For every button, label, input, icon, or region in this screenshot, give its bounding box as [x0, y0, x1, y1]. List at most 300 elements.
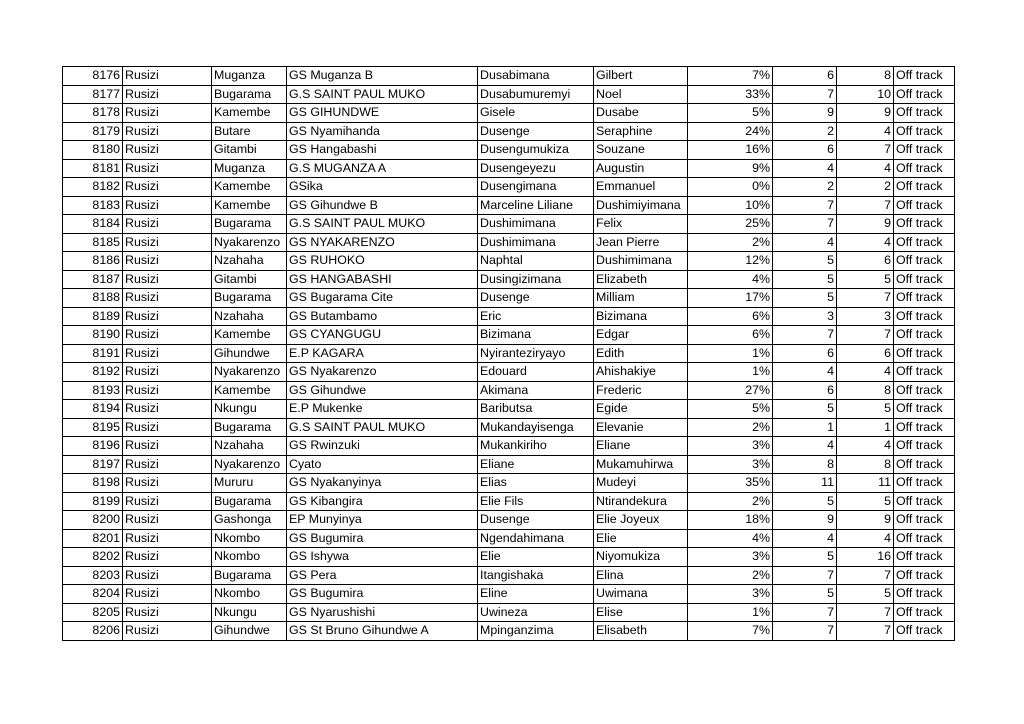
cell-row-number: 8189 — [63, 307, 123, 326]
cell-sector: Nzahaha — [212, 252, 287, 271]
cell-first-name: Egide — [594, 400, 688, 419]
cell-first-name: Edgar — [594, 326, 688, 345]
cell-district: Rusizi — [123, 270, 212, 289]
cell-percentage: 7% — [688, 622, 773, 641]
cell-percentage: 24% — [688, 122, 773, 141]
cell-sector: Bugarama — [212, 215, 287, 234]
cell-last-name: Baributsa — [478, 400, 594, 419]
table-row — [63, 622, 955, 641]
cell-last-name: Mukandayisenga — [478, 418, 594, 437]
cell-school: GSika — [287, 178, 478, 197]
table-row — [63, 381, 955, 400]
cell-row-number: 8177 — [63, 85, 123, 104]
cell-last-name: Naphtal — [478, 252, 594, 271]
cell-count-a: 7 — [773, 215, 837, 234]
cell-count-a: 7 — [773, 196, 837, 215]
cell-status: Off track — [894, 344, 955, 363]
cell-district: Rusizi — [123, 215, 212, 234]
cell-last-name: Akimana — [478, 381, 594, 400]
table-row — [63, 196, 955, 215]
cell-count-a: 2 — [773, 178, 837, 197]
cell-sector: Gashonga — [212, 511, 287, 530]
cell-sector: Nzahaha — [212, 307, 287, 326]
cell-percentage: 5% — [688, 104, 773, 123]
cell-school: G.S MUGANZA A — [287, 159, 478, 178]
cell-percentage: 1% — [688, 344, 773, 363]
cell-count-a: 6 — [773, 67, 837, 86]
cell-first-name: Felix — [594, 215, 688, 234]
table-row — [63, 122, 955, 141]
cell-school: GS CYANGUGU — [287, 326, 478, 345]
cell-first-name: Bizimana — [594, 307, 688, 326]
table-row — [63, 141, 955, 160]
cell-status: Off track — [894, 474, 955, 493]
cell-row-number: 8194 — [63, 400, 123, 419]
cell-district: Rusizi — [123, 307, 212, 326]
cell-district: Rusizi — [123, 67, 212, 86]
cell-district: Rusizi — [123, 455, 212, 474]
cell-first-name: Jean Pierre — [594, 233, 688, 252]
cell-first-name: Edith — [594, 344, 688, 363]
cell-status: Off track — [894, 159, 955, 178]
cell-last-name: Eric — [478, 307, 594, 326]
cell-count-b: 4 — [837, 122, 894, 141]
table-row — [63, 492, 955, 511]
cell-row-number: 8191 — [63, 344, 123, 363]
cell-school: GS Pera — [287, 566, 478, 585]
cell-row-number: 8201 — [63, 529, 123, 548]
cell-school: G.S SAINT PAUL MUKO — [287, 85, 478, 104]
cell-status: Off track — [894, 215, 955, 234]
cell-sector: Nkungu — [212, 400, 287, 419]
cell-row-number: 8203 — [63, 566, 123, 585]
cell-count-b: 2 — [837, 178, 894, 197]
cell-sector: Kamembe — [212, 326, 287, 345]
cell-row-number: 8199 — [63, 492, 123, 511]
cell-district: Rusizi — [123, 492, 212, 511]
cell-district: Rusizi — [123, 178, 212, 197]
cell-count-b: 7 — [837, 196, 894, 215]
cell-percentage: 1% — [688, 603, 773, 622]
cell-school: E.P KAGARA — [287, 344, 478, 363]
cell-count-a: 6 — [773, 381, 837, 400]
cell-district: Rusizi — [123, 326, 212, 345]
cell-percentage: 27% — [688, 381, 773, 400]
cell-school: GS Nyamihanda — [287, 122, 478, 141]
cell-count-b: 4 — [837, 159, 894, 178]
cell-count-a: 6 — [773, 344, 837, 363]
cell-status: Off track — [894, 529, 955, 548]
cell-district: Rusizi — [123, 622, 212, 641]
cell-last-name: Nyiranteziryayo — [478, 344, 594, 363]
cell-first-name: Augustin — [594, 159, 688, 178]
cell-sector: Nkombo — [212, 585, 287, 604]
cell-count-b: 7 — [837, 622, 894, 641]
cell-district: Rusizi — [123, 289, 212, 308]
cell-school: GS Bugarama Cite — [287, 289, 478, 308]
cell-count-a: 6 — [773, 141, 837, 160]
cell-status: Off track — [894, 85, 955, 104]
cell-district: Rusizi — [123, 585, 212, 604]
cell-first-name: Eliane — [594, 437, 688, 456]
cell-first-name: Emmanuel — [594, 178, 688, 197]
cell-school: GS Ishywa — [287, 548, 478, 567]
cell-count-a: 8 — [773, 455, 837, 474]
cell-count-b: 8 — [837, 67, 894, 86]
cell-status: Off track — [894, 400, 955, 419]
cell-last-name: Dusengimana — [478, 178, 594, 197]
cell-last-name: Dusengumukiza — [478, 141, 594, 160]
cell-sector: Mururu — [212, 474, 287, 493]
cell-sector: Nyakarenzo — [212, 455, 287, 474]
cell-first-name: Gilbert — [594, 67, 688, 86]
cell-percentage: 18% — [688, 511, 773, 530]
table-row — [63, 437, 955, 456]
cell-count-a: 5 — [773, 585, 837, 604]
cell-first-name: Ntirandekura — [594, 492, 688, 511]
cell-row-number: 8186 — [63, 252, 123, 271]
cell-first-name: Dushimiyimana — [594, 196, 688, 215]
cell-count-b: 9 — [837, 104, 894, 123]
cell-percentage: 0% — [688, 178, 773, 197]
cell-row-number: 8183 — [63, 196, 123, 215]
cell-district: Rusizi — [123, 566, 212, 585]
cell-sector: Bugarama — [212, 566, 287, 585]
table-row — [63, 252, 955, 271]
cell-sector: Nkungu — [212, 603, 287, 622]
table-row — [63, 566, 955, 585]
cell-count-a: 3 — [773, 307, 837, 326]
cell-school: GS Bugumira — [287, 529, 478, 548]
cell-school: G.S SAINT PAUL MUKO — [287, 215, 478, 234]
table-row — [63, 67, 955, 86]
table-row — [63, 233, 955, 252]
cell-row-number: 8179 — [63, 122, 123, 141]
cell-school: GS RUHOKO — [287, 252, 478, 271]
cell-first-name: Mudeyi — [594, 474, 688, 493]
cell-count-a: 7 — [773, 622, 837, 641]
cell-status: Off track — [894, 511, 955, 530]
cell-status: Off track — [894, 622, 955, 641]
cell-district: Rusizi — [123, 159, 212, 178]
cell-row-number: 8185 — [63, 233, 123, 252]
cell-row-number: 8184 — [63, 215, 123, 234]
cell-last-name: Marceline Liliane — [478, 196, 594, 215]
cell-status: Off track — [894, 492, 955, 511]
cell-first-name: Niyomukiza — [594, 548, 688, 567]
table-row — [63, 603, 955, 622]
table-row — [63, 400, 955, 419]
cell-first-name: Elina — [594, 566, 688, 585]
cell-percentage: 2% — [688, 418, 773, 437]
cell-count-b: 6 — [837, 344, 894, 363]
table-row — [63, 418, 955, 437]
cell-district: Rusizi — [123, 252, 212, 271]
cell-school: GS GIHUNDWE — [287, 104, 478, 123]
cell-count-b: 7 — [837, 289, 894, 308]
cell-percentage: 2% — [688, 566, 773, 585]
table-row — [63, 511, 955, 530]
cell-count-b: 1 — [837, 418, 894, 437]
cell-count-b: 7 — [837, 603, 894, 622]
cell-percentage: 10% — [688, 196, 773, 215]
table-row — [63, 326, 955, 345]
cell-sector: Kamembe — [212, 104, 287, 123]
cell-percentage: 2% — [688, 492, 773, 511]
cell-last-name: Dusabimana — [478, 67, 594, 86]
cell-status: Off track — [894, 326, 955, 345]
cell-sector: Kamembe — [212, 381, 287, 400]
cell-district: Rusizi — [123, 418, 212, 437]
cell-count-a: 7 — [773, 85, 837, 104]
cell-status: Off track — [894, 455, 955, 474]
cell-count-a: 9 — [773, 104, 837, 123]
cell-last-name: Mukankiriho — [478, 437, 594, 456]
cell-percentage: 3% — [688, 585, 773, 604]
cell-sector: Bugarama — [212, 289, 287, 308]
cell-sector: Nzahaha — [212, 437, 287, 456]
cell-count-a: 4 — [773, 363, 837, 382]
cell-count-a: 5 — [773, 400, 837, 419]
cell-status: Off track — [894, 437, 955, 456]
cell-last-name: Itangishaka — [478, 566, 594, 585]
cell-school: GS Nyakarenzo — [287, 363, 478, 382]
cell-status: Off track — [894, 566, 955, 585]
cell-percentage: 35% — [688, 474, 773, 493]
cell-percentage: 17% — [688, 289, 773, 308]
cell-sector: Muganza — [212, 159, 287, 178]
cell-first-name: Seraphine — [594, 122, 688, 141]
cell-status: Off track — [894, 307, 955, 326]
cell-sector: Kamembe — [212, 196, 287, 215]
cell-count-a: 5 — [773, 289, 837, 308]
cell-sector: Nyakarenzo — [212, 363, 287, 382]
cell-status: Off track — [894, 141, 955, 160]
cell-school: GS HANGABASHI — [287, 270, 478, 289]
cell-first-name: Milliam — [594, 289, 688, 308]
cell-status: Off track — [894, 67, 955, 86]
cell-district: Rusizi — [123, 122, 212, 141]
cell-row-number: 8180 — [63, 141, 123, 160]
cell-school: GS Nyakanyinya — [287, 474, 478, 493]
cell-row-number: 8190 — [63, 326, 123, 345]
cell-last-name: Bizimana — [478, 326, 594, 345]
cell-sector: Butare — [212, 122, 287, 141]
cell-school: GS St Bruno Gihundwe A — [287, 622, 478, 641]
cell-district: Rusizi — [123, 85, 212, 104]
table-row — [63, 215, 955, 234]
cell-last-name: Gisele — [478, 104, 594, 123]
cell-status: Off track — [894, 196, 955, 215]
cell-count-b: 4 — [837, 529, 894, 548]
cell-count-b: 7 — [837, 326, 894, 345]
cell-count-a: 7 — [773, 566, 837, 585]
cell-district: Rusizi — [123, 603, 212, 622]
cell-school: GS Bugumira — [287, 585, 478, 604]
cell-district: Rusizi — [123, 511, 212, 530]
cell-count-a: 4 — [773, 529, 837, 548]
cell-sector: Gihundwe — [212, 622, 287, 641]
table-row — [63, 344, 955, 363]
cell-school: E.P Mukenke — [287, 400, 478, 419]
table-row — [63, 270, 955, 289]
cell-last-name: Ngendahimana — [478, 529, 594, 548]
cell-count-b: 4 — [837, 363, 894, 382]
table-row — [63, 474, 955, 493]
cell-row-number: 8188 — [63, 289, 123, 308]
cell-percentage: 4% — [688, 529, 773, 548]
cell-school: GS Butambamo — [287, 307, 478, 326]
cell-last-name: Mpinganzima — [478, 622, 594, 641]
table-row — [63, 455, 955, 474]
cell-sector: Muganza — [212, 67, 287, 86]
cell-last-name: Elias — [478, 474, 594, 493]
cell-first-name: Uwimana — [594, 585, 688, 604]
cell-first-name: Elie Joyeux — [594, 511, 688, 530]
cell-count-a: 4 — [773, 233, 837, 252]
cell-percentage: 7% — [688, 67, 773, 86]
cell-school: G.S SAINT PAUL MUKO — [287, 418, 478, 437]
cell-school: GS Hangabashi — [287, 141, 478, 160]
cell-count-b: 16 — [837, 548, 894, 567]
cell-district: Rusizi — [123, 400, 212, 419]
cell-first-name: Elevanie — [594, 418, 688, 437]
cell-district: Rusizi — [123, 529, 212, 548]
table-row — [63, 585, 955, 604]
cell-sector: Nyakarenzo — [212, 233, 287, 252]
cell-count-b: 3 — [837, 307, 894, 326]
cell-first-name: Ahishakiye — [594, 363, 688, 382]
cell-count-b: 10 — [837, 85, 894, 104]
cell-row-number: 8200 — [63, 511, 123, 530]
cell-district: Rusizi — [123, 381, 212, 400]
cell-last-name: Dushimimana — [478, 233, 594, 252]
table-row — [63, 529, 955, 548]
cell-sector: Bugarama — [212, 492, 287, 511]
cell-status: Off track — [894, 585, 955, 604]
cell-school: GS Gihundwe B — [287, 196, 478, 215]
cell-status: Off track — [894, 289, 955, 308]
cell-count-a: 2 — [773, 122, 837, 141]
cell-school: EP Munyinya — [287, 511, 478, 530]
cell-sector: Kamembe — [212, 178, 287, 197]
cell-percentage: 5% — [688, 400, 773, 419]
cell-count-b: 8 — [837, 455, 894, 474]
cell-percentage: 3% — [688, 437, 773, 456]
cell-sector: Bugarama — [212, 85, 287, 104]
cell-percentage: 1% — [688, 363, 773, 382]
cell-school: GS Muganza B — [287, 67, 478, 86]
cell-sector: Gitambi — [212, 141, 287, 160]
cell-first-name: Dusabe — [594, 104, 688, 123]
cell-status: Off track — [894, 252, 955, 271]
cell-row-number: 8202 — [63, 548, 123, 567]
cell-sector: Nkombo — [212, 529, 287, 548]
cell-count-a: 9 — [773, 511, 837, 530]
cell-last-name: Uwineza — [478, 603, 594, 622]
cell-last-name: Elie Fils — [478, 492, 594, 511]
cell-last-name: Dusenge — [478, 511, 594, 530]
cell-count-a: 1 — [773, 418, 837, 437]
cell-status: Off track — [894, 122, 955, 141]
cell-district: Rusizi — [123, 104, 212, 123]
cell-row-number: 8204 — [63, 585, 123, 604]
cell-count-b: 6 — [837, 252, 894, 271]
cell-last-name: Eline — [478, 585, 594, 604]
cell-district: Rusizi — [123, 474, 212, 493]
cell-percentage: 33% — [688, 85, 773, 104]
cell-count-b: 5 — [837, 400, 894, 419]
cell-row-number: 8193 — [63, 381, 123, 400]
cell-district: Rusizi — [123, 344, 212, 363]
cell-count-b: 5 — [837, 492, 894, 511]
table-row — [63, 289, 955, 308]
table-row — [63, 548, 955, 567]
cell-row-number: 8197 — [63, 455, 123, 474]
cell-count-b: 8 — [837, 381, 894, 400]
cell-count-b: 4 — [837, 233, 894, 252]
cell-last-name: Dusenge — [478, 289, 594, 308]
cell-percentage: 16% — [688, 141, 773, 160]
table-row — [63, 178, 955, 197]
cell-percentage: 3% — [688, 455, 773, 474]
cell-row-number: 8198 — [63, 474, 123, 493]
cell-row-number: 8187 — [63, 270, 123, 289]
table-row — [63, 85, 955, 104]
cell-school: GS NYAKARENZO — [287, 233, 478, 252]
cell-count-b: 7 — [837, 566, 894, 585]
cell-first-name: Elise — [594, 603, 688, 622]
cell-first-name: Frederic — [594, 381, 688, 400]
cell-count-a: 5 — [773, 252, 837, 271]
cell-sector: Nkombo — [212, 548, 287, 567]
cell-school: Cyato — [287, 455, 478, 474]
cell-district: Rusizi — [123, 548, 212, 567]
table-row — [63, 307, 955, 326]
cell-count-a: 7 — [773, 326, 837, 345]
cell-status: Off track — [894, 270, 955, 289]
cell-count-a: 4 — [773, 159, 837, 178]
cell-status: Off track — [894, 178, 955, 197]
cell-status: Off track — [894, 603, 955, 622]
table-row — [63, 159, 955, 178]
cell-count-a: 5 — [773, 492, 837, 511]
cell-row-number: 8205 — [63, 603, 123, 622]
cell-status: Off track — [894, 418, 955, 437]
cell-first-name: Elisabeth — [594, 622, 688, 641]
cell-district: Rusizi — [123, 141, 212, 160]
cell-count-b: 5 — [837, 270, 894, 289]
cell-sector: Gihundwe — [212, 344, 287, 363]
cell-count-b: 7 — [837, 141, 894, 160]
cell-first-name: Dushimimana — [594, 252, 688, 271]
cell-school: GS Gihundwe — [287, 381, 478, 400]
cell-percentage: 3% — [688, 548, 773, 567]
table-row — [63, 363, 955, 382]
cell-status: Off track — [894, 233, 955, 252]
cell-sector: Bugarama — [212, 418, 287, 437]
cell-sector: Gitambi — [212, 270, 287, 289]
cell-count-b: 4 — [837, 437, 894, 456]
cell-status: Off track — [894, 381, 955, 400]
cell-percentage: 4% — [688, 270, 773, 289]
cell-status: Off track — [894, 548, 955, 567]
table-body — [63, 67, 955, 641]
cell-count-a: 7 — [773, 603, 837, 622]
cell-district: Rusizi — [123, 233, 212, 252]
cell-row-number: 8206 — [63, 622, 123, 641]
cell-last-name: Edouard — [478, 363, 594, 382]
